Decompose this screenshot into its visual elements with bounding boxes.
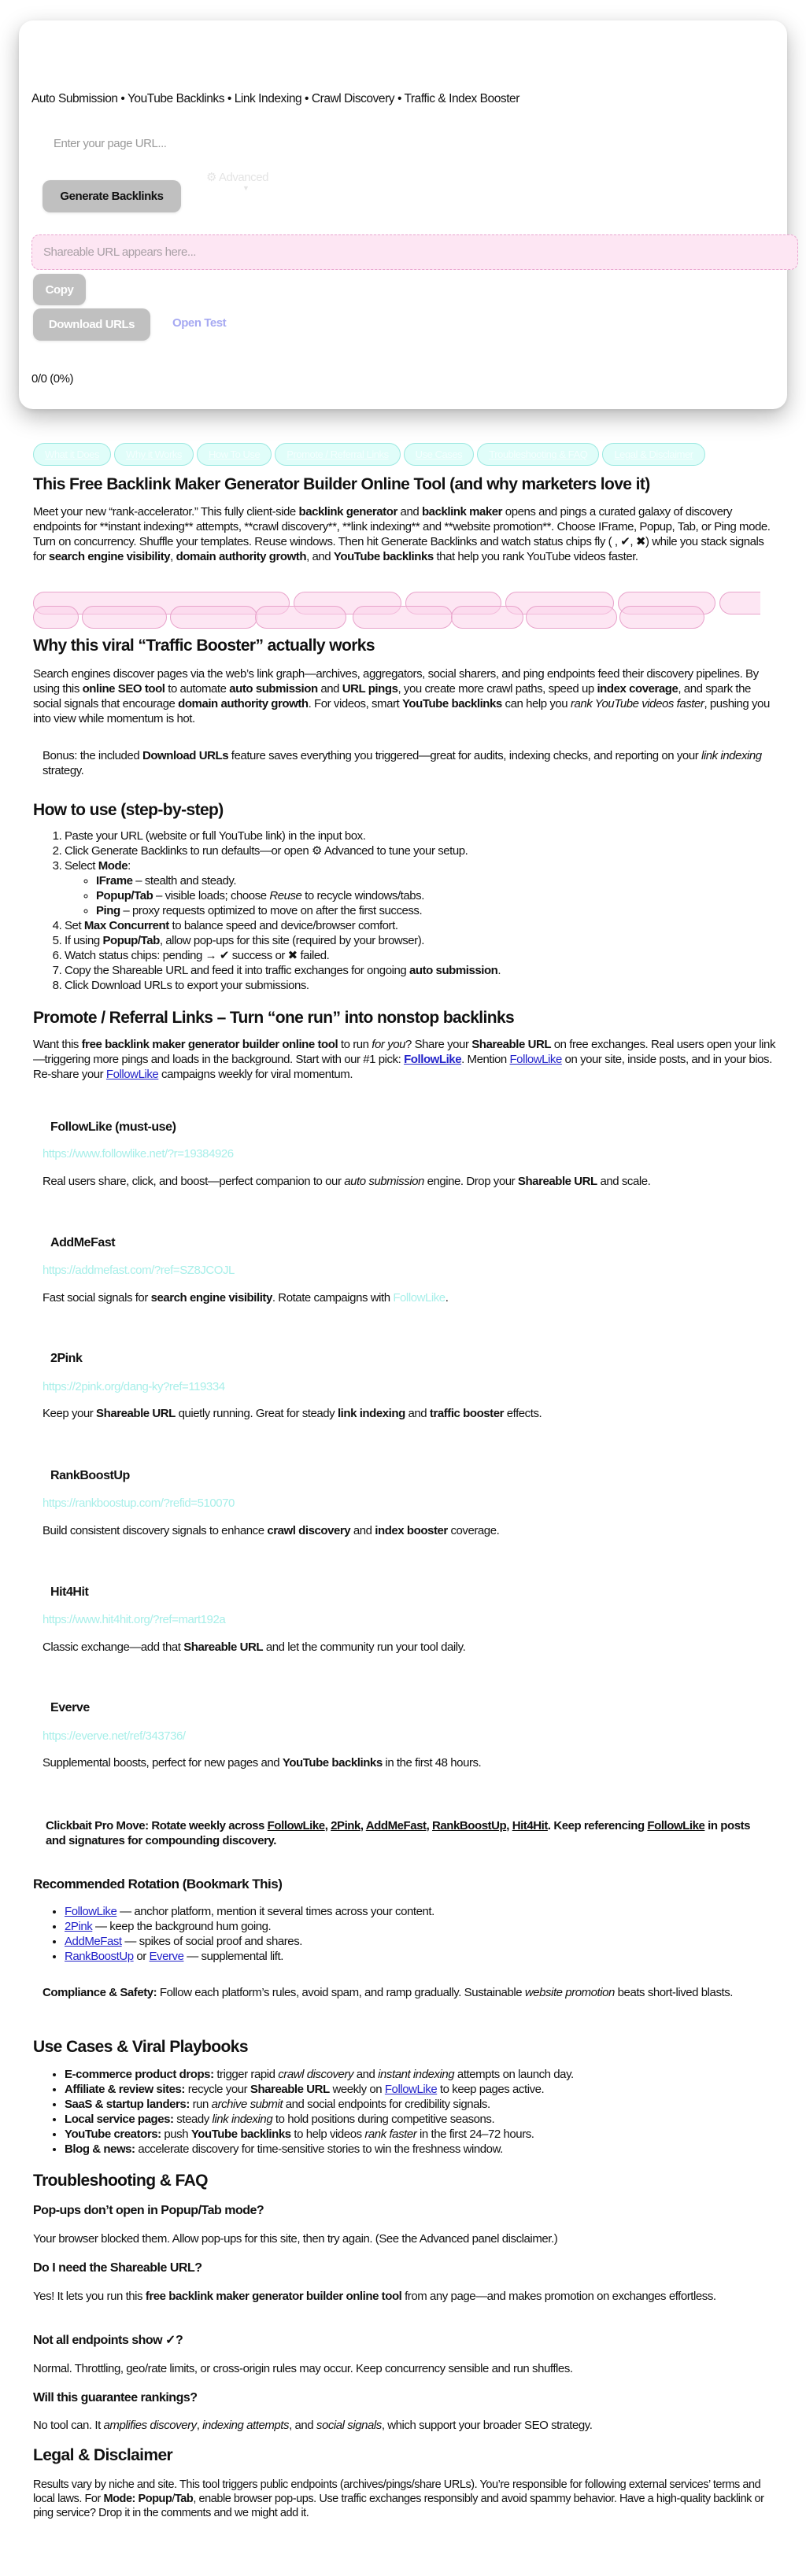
section-title-how: How to use (step-by-step) (33, 801, 224, 819)
bold-text: Shareable URL (517, 1175, 597, 1188)
text-segment: Supplemental boosts, perfect for new pages and (43, 1756, 283, 1770)
bold-text: YouTube creators: (65, 2128, 161, 2141)
text-segment: . For videos, smart (308, 697, 402, 710)
bold-text: in posts and signatures for compounding discovery. (46, 1819, 751, 1847)
bold-text: Tab (174, 2493, 194, 2505)
faq-answer (33, 2361, 776, 2376)
bold-text: traffic booster (429, 1407, 505, 1420)
list-item (65, 2082, 776, 2097)
italic-text: social signals (316, 2419, 382, 2432)
referral-title: Hit4Hit (50, 1585, 89, 1599)
bold-text: online SEO tool (82, 682, 165, 696)
section-nav (33, 443, 705, 466)
list-item (65, 1919, 776, 1934)
text-segment: and (350, 1524, 375, 1537)
referral-description (43, 1640, 786, 1655)
referral-title: AddMeFast (50, 1236, 116, 1249)
referral-link[interactable]: https://www.hit4hit.org/?ref=mart192a (43, 1613, 226, 1626)
bold-text: free backlink maker generator builder online tool (81, 1038, 338, 1051)
text-segment: Paste your URL (website or full YouTube link) in the input box. (65, 829, 366, 843)
bold-text: Shareable URL (96, 1407, 176, 1420)
text-segment: – stealth and steady. (132, 874, 237, 888)
text-segment: Build consistent discovery signals to enhance (43, 1524, 268, 1537)
section-title-faq: Troubleshooting & FAQ (33, 2172, 208, 2190)
text-segment: Select (65, 859, 98, 873)
text-segment: from any page—and makes promotion on exchanges effortless. (401, 2290, 716, 2303)
bold-text: Clickbait Pro Move: Rotate weekly across (46, 1819, 268, 1832)
list-item (65, 843, 776, 858)
text-segment: can help you (501, 697, 571, 710)
italic-text: website promotion (524, 1986, 615, 1999)
text-segment: Bonus: the included (43, 749, 142, 762)
text-segment: Results vary by niche and site. This tool triggers public endpoints (archives/pings/share URLs). You’re responsible for following external services’ terms and local laws. For (33, 2478, 761, 2505)
text-segment: Real users share, click, and boost—perfect companion to our (43, 1175, 345, 1188)
text-segment: , and (306, 550, 334, 563)
bold-text: Affiliate & review sites: (65, 2083, 185, 2096)
list-item (65, 1904, 776, 1919)
text-segment: Classic exchange—add that (43, 1640, 184, 1654)
list-item (65, 2127, 776, 2142)
list-item (65, 933, 776, 948)
status-chip (719, 592, 760, 614)
text-segment: : (128, 859, 131, 873)
text-segment: , which support your broader SEO strategy. (381, 2419, 593, 2432)
text-segment: Set (65, 919, 84, 932)
why-paragraph (33, 666, 776, 726)
list-item (65, 2142, 776, 2157)
status-chip (451, 606, 523, 629)
bold-text: . Keep referencing (547, 1819, 648, 1832)
list-item (65, 2112, 776, 2127)
list-item (65, 2067, 776, 2082)
bold-text: Shareable URL (250, 2083, 330, 2096)
section-title-promote: Promote / Referral Links – Turn “one run” into nonstop backlinks (33, 1009, 515, 1027)
text-segment: that help you rank YouTube videos faster. (433, 550, 638, 563)
text-segment: and (397, 505, 422, 519)
text-segment: effects. (504, 1407, 542, 1420)
status-chip (82, 606, 167, 629)
italic-text: rank faster (364, 2128, 417, 2141)
sub-list-item (96, 903, 776, 918)
text-segment: and (317, 682, 342, 696)
nav-chip-what-it-does[interactable]: What it Does (33, 443, 111, 466)
bold-text: Shareable URL (471, 1038, 552, 1051)
referral-title: 2Pink (50, 1352, 83, 1365)
text-segment: Click Download URLs to export your submissions. (65, 979, 309, 992)
list-item (65, 918, 776, 933)
list-item (65, 1934, 776, 1949)
bold-text: , (324, 1819, 331, 1832)
faq-answer (33, 2231, 776, 2246)
text-segment: in the first 24–72 hours. (416, 2128, 534, 2141)
section-title-use-cases: Use Cases & Viral Playbooks (33, 2038, 248, 2056)
referral-link[interactable]: https://rankboostup.com/?refid=510070 (43, 1497, 235, 1510)
inline-link[interactable]: Everve (149, 1950, 184, 1963)
text-segment: Meet your new “rank-accelerator.” This fully client-side (33, 505, 299, 519)
bold-text: Popup/Tab (102, 934, 160, 947)
bold-text: YouTube backlinks (333, 550, 434, 563)
chevron-down-icon[interactable]: ▼ (242, 184, 250, 192)
bold-text: YouTube backlinks (401, 697, 502, 710)
inline-link[interactable]: AddMeFast (65, 1935, 122, 1948)
list-item (65, 963, 776, 978)
nav-chip-how-to-use[interactable]: How To Use (197, 443, 272, 466)
nav-chip-use-cases[interactable]: Use Cases (404, 443, 475, 466)
bold-text: E-commerce product drops: (65, 2068, 214, 2081)
italic-text: Reuse (269, 889, 302, 902)
rotation-list (33, 1904, 776, 1964)
bold-text: Blog & news: (65, 2142, 135, 2156)
bold-text: IFrame (96, 874, 133, 888)
status-chip (353, 606, 453, 629)
generate-backlinks-button[interactable]: Generate Backlinks (43, 180, 181, 212)
text-segment: — keep the background hum going. (92, 1920, 272, 1933)
section-title-why: Why this viral “Traffic Booster” actually works (33, 637, 375, 655)
text-segment: strategy. (43, 764, 84, 777)
text-segment: to balance speed and device/browser comfort. (168, 919, 398, 932)
compliance-callout (43, 1985, 775, 2000)
bold-text: index booster (375, 1524, 448, 1537)
list-item (65, 858, 776, 918)
text-segment: — supplemental lift. (183, 1950, 283, 1963)
referral-description (43, 1174, 786, 1189)
text-segment: If using (65, 934, 103, 947)
text-segment: or (133, 1950, 150, 1963)
italic-text: archive submit (211, 2098, 283, 2111)
text-segment: . (445, 1291, 449, 1305)
italic-text: instant indexing (378, 2068, 455, 2081)
text-segment: campaigns weekly for viral momentum. (158, 1068, 353, 1081)
text-segment: , enable browser pop-ups. Use traffic exchanges responsibly and avoid spammy behavior. Have a high-quality backlink or ping service? Drop it in the comments and we might add it. (33, 2493, 764, 2519)
intro-paragraph (33, 504, 776, 564)
bold-text: , (506, 1819, 512, 1832)
text-segment: steady (173, 2113, 213, 2126)
inline-link[interactable]: FollowLike (267, 1819, 325, 1832)
referral-title: Everve (50, 1701, 90, 1714)
text-segment: Search engines discover pages via the web’s link graph—archives, aggregators, social sharers, and ping endpoints feed their discovery pipelines. By using this (33, 667, 759, 696)
referral-link[interactable]: https://www.followlike.net/?r=19384926 (43, 1147, 234, 1161)
status-chip (170, 606, 257, 629)
status-chip (255, 606, 346, 629)
text-segment: engine. Drop your (423, 1175, 518, 1188)
text-segment: – proxy requests optimized to move on after the first success. (120, 904, 423, 917)
status-chip (619, 606, 704, 629)
faq-answer (33, 2418, 776, 2433)
use-cases-list (33, 2067, 776, 2157)
text-segment: attempts on launch day. (454, 2068, 574, 2081)
text-segment: Want this (33, 1038, 82, 1051)
italic-text: amplifies discovery (103, 2419, 197, 2432)
text-segment: Yes! It lets you run this (33, 2290, 146, 2303)
sub-list-item (96, 873, 776, 888)
inline-link[interactable]: Hit4Hit (512, 1819, 548, 1832)
legal-paragraph (33, 2478, 776, 2520)
text-segment: , pushing you into view while momentum is hot. (33, 697, 770, 725)
steps-list (33, 829, 776, 993)
page-url-input[interactable] (38, 131, 510, 156)
section-title-what: This Free Backlink Maker Generator Builder Online Tool (and why marketers love it) (33, 475, 650, 493)
text-segment: quietly running. Great for steady (175, 1407, 338, 1420)
referral-description (43, 1523, 786, 1538)
bonus-callout (43, 748, 775, 778)
bold-text: URL pings (342, 682, 398, 696)
inline-link[interactable]: 2Pink (65, 1920, 93, 1933)
text-segment: accelerate discovery for time-sensitive stories to win the freshness window. (135, 2142, 503, 2156)
text-segment: Click Generate Backlinks to run defaults—or open ⚙ Advanced to tune your setup. (65, 844, 468, 858)
progress-counter: 0/0 (0%) (31, 372, 74, 386)
bold-text: index coverage (597, 682, 678, 696)
text-segment: opens and pings a curated galaxy of discovery endpoints for **instant indexing** attempts, **crawl discovery**, **link indexing** and **website promotion**. Choose IFrame, Popup, Tab, or Ping mode. Turn on concurrency. Shuffle your templates. Reuse windows. Then hit Generate Backlinks and watch status chips fly ( , ✔, ✖) while you stack signals for (33, 505, 771, 563)
bold-text: Download URLs (142, 749, 229, 762)
italic-text: auto submission (344, 1175, 424, 1188)
text-segment: , and spark the social signals that encourage (33, 682, 751, 710)
inline-link[interactable]: 2Pink (331, 1819, 360, 1832)
text-segment: and let the community run your tool daily. (263, 1640, 466, 1654)
faq-question: Pop-ups don’t open in Popup/Tab mode? (33, 2204, 264, 2217)
text-segment: recycle your (184, 2083, 250, 2096)
bold-text: free backlink maker generator builder online tool (145, 2290, 402, 2303)
text-segment: ? Share your (405, 1038, 472, 1051)
text-segment: , (170, 550, 176, 563)
text-segment: Keep your (43, 1407, 97, 1420)
sub-list-item (96, 888, 776, 903)
text-segment: . (497, 964, 501, 977)
bold-text: domain authority growth (176, 550, 307, 563)
text-segment: Your browser blocked them. Allow pop-ups for this site, then try again. (See the Advanced panel disclaimer.) (33, 2232, 558, 2246)
nav-chip-legal[interactable]: Legal & Disclaimer (602, 443, 704, 466)
bold-text: Mode (98, 859, 128, 873)
inline-link[interactable]: FollowLike (509, 1053, 562, 1066)
text-segment: weekly on (329, 2083, 385, 2096)
list-item (65, 1949, 776, 1964)
bold-text: search engine visibility (150, 1291, 272, 1305)
text-segment: Copy the Shareable URL and feed it into traffic exchanges for ongoing (65, 964, 409, 977)
text-segment: feature saves everything you triggered—great for audits, indexing checks, and reporting on your (228, 749, 701, 762)
text-segment: to help videos (290, 2128, 365, 2141)
inline-link[interactable]: FollowLike (384, 2083, 438, 2096)
bold-text: crawl discovery (267, 1524, 351, 1537)
text-segment: coverage. (447, 1524, 500, 1537)
bold-text: backlink generator (298, 505, 397, 519)
inline-link[interactable]: RankBoostUp (65, 1950, 134, 1963)
referral-description (43, 1755, 786, 1770)
text-segment: — anchor platform, mention it several times across your content. (116, 1905, 434, 1918)
bold-text: Compliance & Safety: (43, 1986, 157, 1999)
inline-link[interactable]: FollowLike (65, 1905, 117, 1918)
referral-link[interactable]: https://everve.net/ref/343736/ (43, 1729, 186, 1743)
text-segment: and scale. (597, 1175, 651, 1188)
bold-text: link indexing (337, 1407, 405, 1420)
sub-list (65, 873, 776, 918)
inline-link[interactable]: FollowLike (393, 1291, 446, 1305)
copy-button[interactable]: Copy (33, 274, 86, 305)
list-item (65, 829, 776, 843)
tool-tagline: Auto Submission • YouTube Backlinks • Link Indexing • Crawl Discovery • Traffic & Index Booster (31, 92, 519, 105)
text-segment: , and (289, 2419, 316, 2432)
shareable-url-field[interactable] (31, 234, 798, 270)
bold-text: SaaS & startup landers: (65, 2098, 190, 2111)
text-segment: push (161, 2128, 191, 2141)
text-segment: . Mention (461, 1053, 510, 1066)
list-item (65, 978, 776, 993)
bold-text: auto submission (409, 964, 498, 977)
text-segment: – visible loads; choose (153, 889, 270, 902)
text-segment: to recycle windows/tabs. (301, 889, 424, 902)
faq-question: Not all endpoints show ✓? (33, 2334, 183, 2347)
bold-text: Popup/Tab (96, 889, 153, 902)
text-segment: No tool can. It (33, 2419, 104, 2432)
italic-text: link indexing (212, 2113, 273, 2126)
bold-text: auto submission (229, 682, 318, 696)
status-chip (33, 606, 79, 629)
italic-text: link indexing (701, 749, 762, 762)
text-segment: Follow each platform’s rules, avoid spam, and ramp gradually. Sustainable (157, 1986, 525, 1999)
italic-text: for you (372, 1038, 405, 1051)
advanced-toggle[interactable]: ⚙ Advanced (206, 171, 269, 184)
italic-text: indexing attempts (202, 2419, 290, 2432)
inline-link[interactable]: FollowLike (404, 1053, 462, 1066)
text-segment: in the first 48 hours. (382, 1756, 482, 1770)
referral-title: RankBoostUp (50, 1469, 130, 1482)
bold-text: Max Concurrent (83, 919, 169, 932)
rotation-title: Recommended Rotation (Bookmark This) (33, 1877, 283, 1891)
open-test-link[interactable]: Open Test (172, 316, 227, 330)
list-item (65, 948, 776, 963)
text-segment: to hold positions during competitive seasons. (272, 2113, 495, 2126)
text-segment: and (405, 1407, 430, 1420)
bold-text: , (426, 1819, 433, 1832)
text-segment: Watch status chips: pending → ✔ success or ✖ failed. (65, 949, 330, 962)
download-urls-button[interactable]: Download URLs (33, 308, 150, 341)
text-segment: . Rotate campaigns with (272, 1291, 394, 1305)
text-segment: run (189, 2098, 212, 2111)
text-segment: on your site, inside posts, and in your bios. Re-share your (33, 1053, 772, 1081)
text-segment: , (196, 2419, 203, 2432)
italic-text: rank YouTube videos faster (570, 697, 704, 710)
nav-chip-why-it-works[interactable]: Why it Works (114, 443, 194, 466)
section-title-legal: Legal & Disclaimer (33, 2446, 173, 2464)
bold-text: Ping (96, 904, 120, 917)
text-segment: to keep pages active. (437, 2083, 545, 2096)
text-segment: — spikes of social proof and shares. (121, 1935, 302, 1948)
nav-chip-promote[interactable]: Promote / Referral Links (275, 443, 400, 466)
referral-description (43, 1290, 786, 1305)
text-segment: / (172, 2493, 175, 2505)
bold-text: Local service pages: (65, 2113, 174, 2126)
text-segment: beats short-lived blasts. (614, 1986, 733, 1999)
text-segment: Fast social signals for (43, 1291, 151, 1305)
bold-text: search engine visibility (48, 550, 171, 563)
inline-link[interactable]: RankBoostUp (432, 1819, 507, 1832)
text-segment: trigger rapid (213, 2068, 279, 2081)
backlink-tool-card (19, 20, 787, 409)
inline-link[interactable]: FollowLike (647, 1819, 705, 1832)
inline-link[interactable]: AddMeFast (365, 1819, 427, 1832)
status-chip (526, 606, 617, 629)
text-segment: , allow pop-ups for this site (required by your browser). (159, 934, 424, 947)
pro-move-callout (46, 1818, 754, 1848)
text-segment: Normal. Throttling, geo/rate limits, or cross-origin rules may occur. Keep concurrency sensible and run shuffles. (33, 2362, 573, 2375)
promote-paragraph (33, 1037, 776, 1082)
referral-title: FollowLike (must-use) (50, 1120, 176, 1134)
bold-text: backlink maker (421, 505, 503, 519)
referral-description (43, 1406, 786, 1421)
bold-text: domain authority growth (178, 697, 309, 710)
referral-link[interactable]: https://addmefast.com/?ref=SZ8JCOJL (43, 1264, 235, 1277)
referral-link[interactable]: https://2pink.org/dang-ky?ref=119334 (43, 1380, 225, 1393)
bold-text: , (360, 1819, 366, 1832)
faq-question: Will this guarantee rankings? (33, 2391, 198, 2404)
italic-text: crawl discovery (278, 2068, 354, 2081)
bold-text: Shareable URL (183, 1640, 264, 1654)
bold-text: YouTube backlinks (282, 1756, 383, 1770)
text-segment: to run (338, 1038, 372, 1051)
text-segment: to automate (165, 682, 230, 696)
nav-chip-faq[interactable]: Troubleshooting & FAQ (477, 443, 599, 466)
inline-link[interactable]: FollowLike (105, 1068, 159, 1081)
bold-text: YouTube backlinks (190, 2128, 291, 2141)
faq-question: Do I need the Shareable URL? (33, 2261, 202, 2275)
faq-answer (33, 2289, 776, 2304)
text-segment: and social endpoints for credibility signals. (283, 2098, 490, 2111)
list-item (65, 2097, 776, 2112)
text-segment: , you create more crawl paths, speed up (397, 682, 597, 696)
text-segment: and (353, 2068, 379, 2081)
text-segment: on free exchanges. Real users open your link—triggering more pings and loads in the background. Start with our #1 pick: (33, 1038, 775, 1066)
bold-text: Mode: Popup (103, 2493, 172, 2505)
